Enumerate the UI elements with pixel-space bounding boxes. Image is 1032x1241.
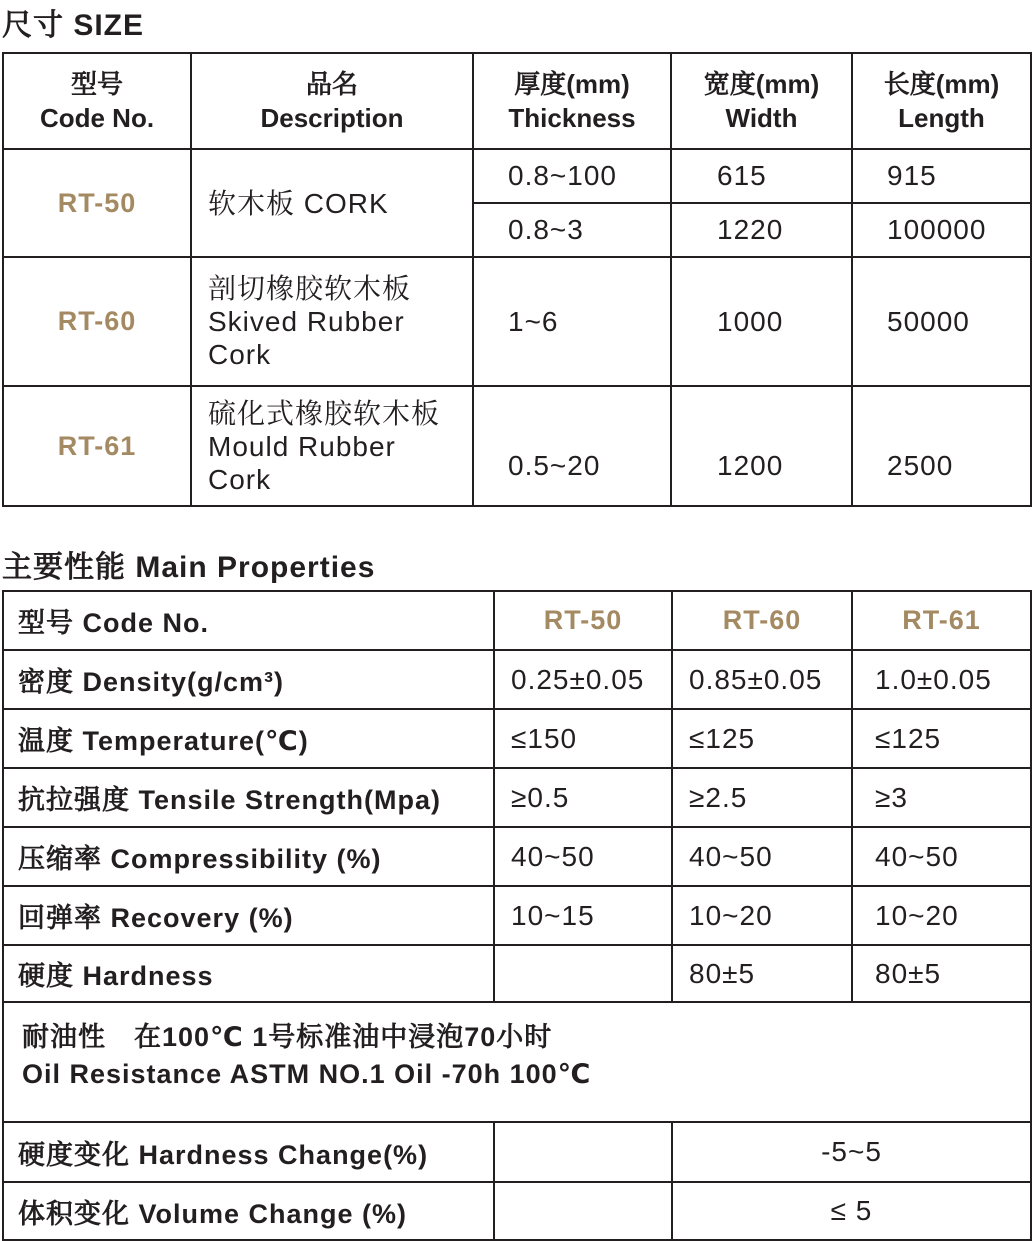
code-cell: RT-60 [3,257,191,386]
oil-resistance-en: Oil Resistance ASTM NO.1 Oil -70h 100℃ [22,1059,592,1089]
property-value: ≤125 [852,709,1031,768]
width-cell: 1000 [671,257,852,386]
table-row [3,386,1031,506]
oil-resistance-note [3,1002,1031,1122]
property-value: -5~5 [672,1122,1031,1182]
header-length: 长度(mm) Length [852,53,1031,149]
description-cell: 软木板 CORK [191,149,473,257]
thickness-cell: 0.8~100 [473,149,671,203]
thickness-cell: 0.8~3 [473,203,671,257]
property-value: 80±5 [852,945,1031,1002]
table-row [3,1182,1031,1240]
property-value [494,945,672,1002]
code-cell: RT-50 [3,149,191,257]
property-label: 硬度 Hardness [3,945,494,1002]
property-value: 10~20 [672,886,852,945]
property-value: ≤ 5 [672,1182,1031,1240]
length-cell: 2500 [852,386,1031,506]
properties-table [2,590,1032,1241]
property-value: 40~50 [852,827,1031,886]
property-label: 抗拉强度 Tensile Strength(Mpa) [3,768,494,827]
property-label: 密度 Density(g/cm³) [3,650,494,709]
table-row [3,1122,1031,1182]
code-cell: RT-61 [3,386,191,506]
property-label: 回弹率 Recovery (%) [3,886,494,945]
width-cell: 615 [671,149,852,203]
header-width: 宽度(mm) Width [671,53,852,149]
description-cell: 剖切橡胶软木板 Skived Rubber Cork [191,257,473,386]
length-cell: 50000 [852,257,1031,386]
properties-header-label: 型号 Code No. [3,591,494,650]
length-cell: 100000 [852,203,1031,257]
properties-section-title: 主要性能 Main Properties [2,551,376,584]
property-value: ≤150 [494,709,672,768]
description-cell: 硫化式橡胶软木板 Mould Rubber Cork [191,386,473,506]
property-value: 0.85±0.05 [672,650,852,709]
code-header-cell: RT-61 [852,591,1031,650]
size-header-row [3,53,1031,149]
table-row [3,650,1031,709]
header-code: 型号 Code No. [3,53,191,149]
code-header-cell: RT-50 [494,591,672,650]
size-table [2,52,1032,507]
property-label: 硬度变化 Hardness Change(%) [3,1122,494,1182]
code-header-cell: RT-60 [672,591,852,650]
header-thickness: 厚度(mm) Thickness [473,53,671,149]
oil-resistance-cn: 耐油性 在100℃ 1号标准油中浸泡70小时 [22,1022,553,1052]
property-value: 40~50 [494,827,672,886]
properties-header-row [3,591,1031,650]
property-value: 80±5 [672,945,852,1002]
table-row [3,149,1031,203]
property-value: 0.25±0.05 [494,650,672,709]
thickness-cell: 0.5~20 [473,386,671,506]
property-value: ≥0.5 [494,768,672,827]
table-row [3,768,1031,827]
property-value: ≤125 [672,709,852,768]
empty-cell [494,1122,672,1182]
property-value: 40~50 [672,827,852,886]
property-value: ≥3 [852,768,1031,827]
property-value: 10~20 [852,886,1031,945]
table-row [3,945,1031,1002]
table-row [3,886,1031,945]
empty-cell [494,1182,672,1240]
property-label: 压缩率 Compressibility (%) [3,827,494,886]
property-value: ≥2.5 [672,768,852,827]
table-row [3,709,1031,768]
width-cell: 1220 [671,203,852,257]
width-cell: 1200 [671,386,852,506]
oil-resistance-row [3,1002,1031,1122]
thickness-cell: 1~6 [473,257,671,386]
property-value: 1.0±0.05 [852,650,1031,709]
header-description: 品名 Description [191,53,473,149]
property-label: 温度 Temperature(℃) [3,709,494,768]
table-row [3,257,1031,386]
property-label: 体积变化 Volume Change (%) [3,1182,494,1240]
size-section-title: 尺寸 SIZE [2,9,145,42]
property-value: 10~15 [494,886,672,945]
table-row [3,827,1031,886]
length-cell: 915 [852,149,1031,203]
